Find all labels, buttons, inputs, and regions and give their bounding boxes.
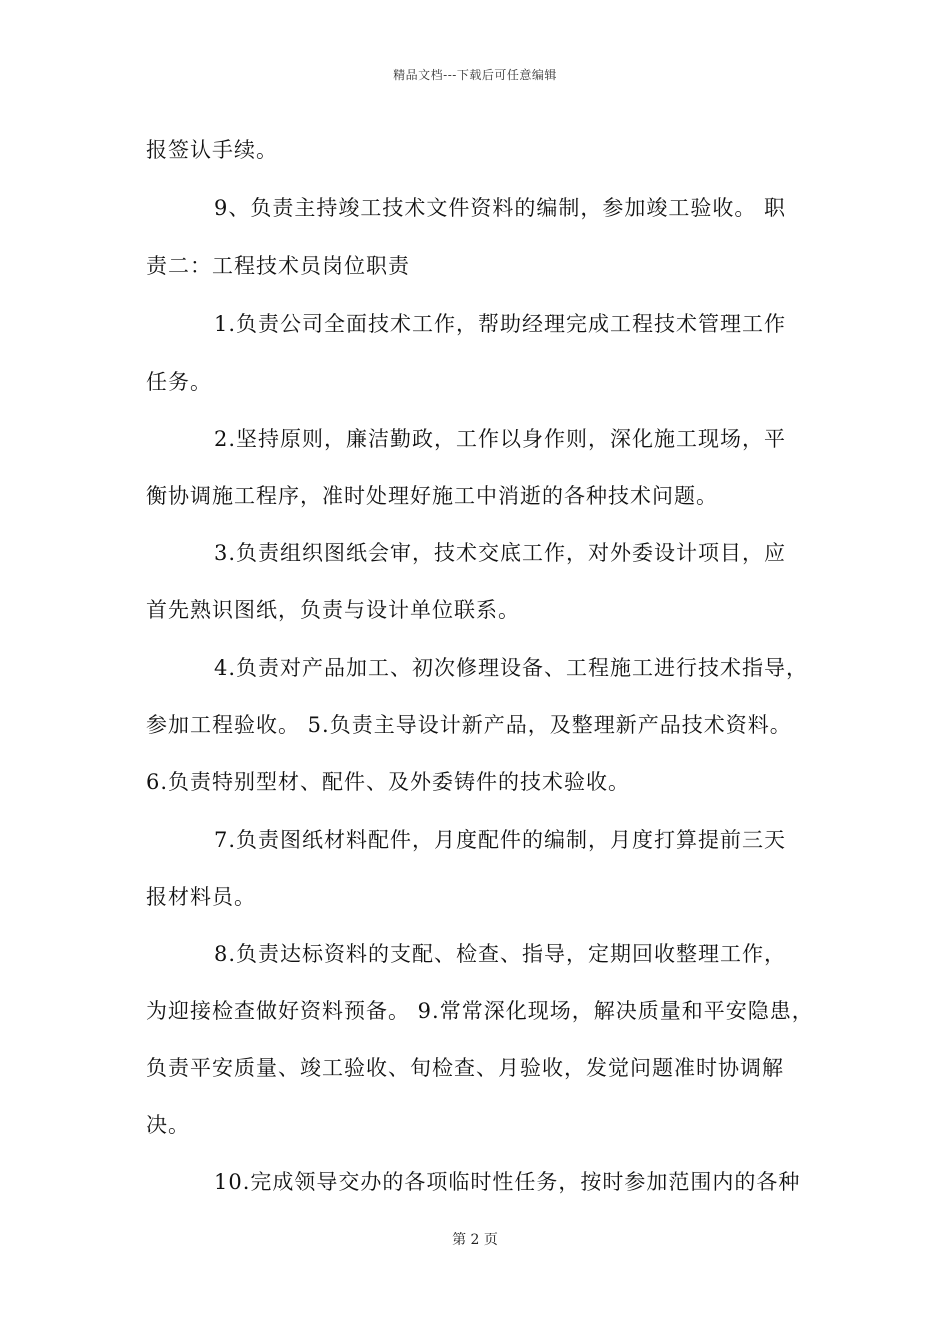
page-header: 精品文档---下载后可任意编辑 (393, 68, 557, 82)
text-line: 参加工程验收。 5.负责主导设计新产品，及整理新产品技术资料。 (146, 713, 792, 737)
text-line: 9、负责主持竣工技术文件资料的编制，参加竣工验收。 职 (214, 196, 787, 220)
text-line: 为迎接检查做好资料预备。 9.常常深化现场，解决质量和平安隐患， (146, 999, 814, 1023)
text-line: 任务。 (146, 370, 212, 394)
text-line: 责二：工程技术员岗位职责 (146, 254, 410, 278)
text-line: 报材料员。 (146, 885, 256, 909)
text-line: 负责平安质量、竣工验收、旬检查、月验收，发觉问题准时协调解 (146, 1056, 784, 1080)
text-line: 3.负责组织图纸会审，技术交底工作，对外委设计项目，应 (214, 541, 787, 565)
text-line: 6.负责特别型材、配件、及外委铸件的技术验收。 (146, 770, 631, 794)
text-line: 衡协调施工程序，准时处理好施工中消逝的各种技术问题。 (146, 484, 718, 508)
page-number: 第 2 页 (452, 1232, 498, 1248)
text-line: 7.负责图纸材料配件，月度配件的编制，月度打算提前三天 (214, 828, 787, 852)
text-line: 2.坚持原则，廉洁勤政，工作以身作则，深化施工现场，平 (214, 427, 787, 451)
text-line: 1.负责公司全面技术工作，帮助经理完成工程技术管理工作 (214, 312, 787, 336)
text-line: 8.负责达标资料的支配、检查、指导，定期回收整理工作， (214, 942, 787, 966)
text-line: 决。 (146, 1113, 190, 1137)
text-line: 4.负责对产品加工、初次修理设备、工程施工进行技术指导， (214, 656, 809, 680)
text-line: 报签认手续。 (146, 138, 278, 162)
text-line: 10.完成领导交办的各项临时性任务，按时参加范围内的各种 (214, 1170, 801, 1194)
text-line: 首先熟识图纸，负责与设计单位联系。 (146, 598, 520, 622)
